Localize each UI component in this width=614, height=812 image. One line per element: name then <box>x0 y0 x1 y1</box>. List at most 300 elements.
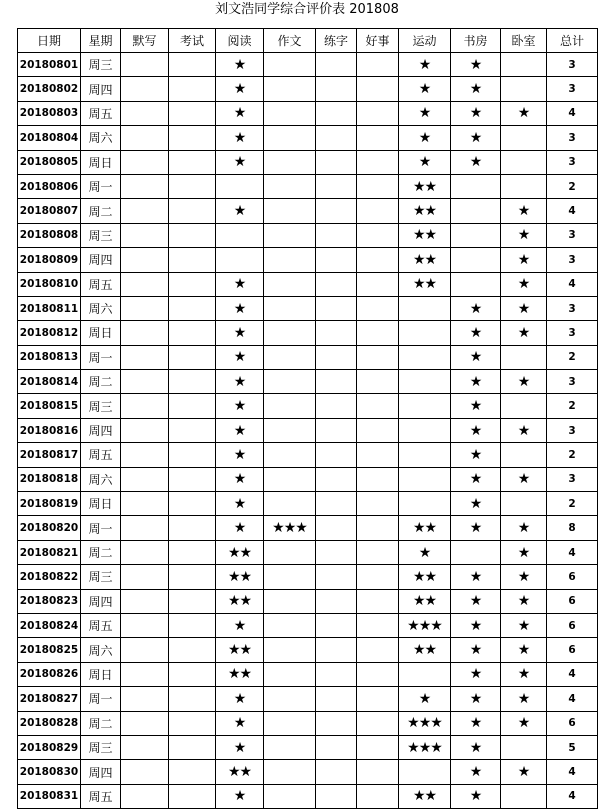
cell-bedroom: ★ <box>501 224 547 248</box>
cell-calligraphy <box>316 77 357 101</box>
cell-total: 3 <box>547 151 598 175</box>
cell-date: 20180812 <box>18 321 81 345</box>
cell-total: 3 <box>547 297 598 321</box>
cell-calligraphy <box>316 687 357 711</box>
column-header-reading: 阅读 <box>216 29 264 53</box>
cell-composition <box>264 712 316 736</box>
cell-good-deed <box>357 151 399 175</box>
cell-good-deed <box>357 541 399 565</box>
cell-bedroom <box>501 126 547 150</box>
cell-weekday: 周六 <box>81 638 121 662</box>
cell-calligraphy <box>316 468 357 492</box>
cell-calligraphy <box>316 370 357 394</box>
cell-exercise <box>399 394 451 418</box>
column-header-good-deed: 好事 <box>357 29 399 53</box>
table-row <box>18 224 598 248</box>
cell-weekday: 周二 <box>81 370 121 394</box>
cell-good-deed <box>357 77 399 101</box>
cell-study-room: ★ <box>451 297 501 321</box>
cell-good-deed <box>357 736 399 760</box>
cell-date: 20180827 <box>18 687 81 711</box>
cell-calligraphy <box>316 492 357 516</box>
cell-exam <box>169 53 216 77</box>
cell-exam <box>169 736 216 760</box>
cell-bedroom <box>501 736 547 760</box>
cell-calligraphy <box>316 712 357 736</box>
cell-dictation <box>121 785 169 809</box>
cell-date: 20180813 <box>18 346 81 370</box>
cell-good-deed <box>357 53 399 77</box>
cell-exercise: ★★ <box>399 590 451 614</box>
cell-composition <box>264 77 316 101</box>
table-row <box>18 175 598 199</box>
cell-study-room: ★ <box>451 468 501 492</box>
cell-composition <box>264 541 316 565</box>
cell-date: 20180804 <box>18 126 81 150</box>
cell-study-room: ★ <box>451 394 501 418</box>
cell-exercise: ★★ <box>399 248 451 272</box>
cell-reading: ★ <box>216 53 264 77</box>
cell-exam <box>169 321 216 345</box>
cell-exam <box>169 273 216 297</box>
cell-dictation <box>121 394 169 418</box>
cell-good-deed <box>357 516 399 540</box>
cell-total: 3 <box>547 53 598 77</box>
cell-weekday: 周四 <box>81 248 121 272</box>
cell-composition: ★★★ <box>264 516 316 540</box>
cell-exercise: ★★ <box>399 638 451 662</box>
cell-exercise <box>399 370 451 394</box>
cell-weekday: 周一 <box>81 346 121 370</box>
page-title: 刘文浩同学综合评价表 201808 <box>215 2 399 17</box>
cell-reading: ★ <box>216 346 264 370</box>
cell-calligraphy <box>316 53 357 77</box>
cell-study-room: ★ <box>451 614 501 638</box>
table-row <box>18 541 598 565</box>
table-row <box>18 199 598 223</box>
cell-date: 20180828 <box>18 712 81 736</box>
cell-weekday: 周五 <box>81 785 121 809</box>
cell-good-deed <box>357 273 399 297</box>
cell-weekday: 周一 <box>81 516 121 540</box>
cell-weekday: 周二 <box>81 199 121 223</box>
cell-total: 4 <box>547 199 598 223</box>
table-row <box>18 565 598 589</box>
cell-study-room <box>451 541 501 565</box>
table-row <box>18 151 598 175</box>
cell-study-room: ★ <box>451 77 501 101</box>
cell-reading: ★ <box>216 273 264 297</box>
cell-calligraphy <box>316 541 357 565</box>
cell-total: 2 <box>547 394 598 418</box>
cell-composition <box>264 126 316 150</box>
cell-study-room: ★ <box>451 760 501 784</box>
cell-composition <box>264 736 316 760</box>
table-row <box>18 468 598 492</box>
cell-calligraphy <box>316 516 357 540</box>
cell-exercise: ★★ <box>399 273 451 297</box>
cell-reading <box>216 248 264 272</box>
cell-good-deed <box>357 248 399 272</box>
cell-date: 20180820 <box>18 516 81 540</box>
cell-dictation <box>121 53 169 77</box>
cell-composition <box>264 248 316 272</box>
cell-bedroom <box>501 77 547 101</box>
cell-calligraphy <box>316 102 357 126</box>
cell-exercise: ★ <box>399 77 451 101</box>
cell-exam <box>169 687 216 711</box>
column-header-total: 总计 <box>547 29 598 53</box>
cell-reading: ★ <box>216 394 264 418</box>
table-row <box>18 443 598 467</box>
cell-calligraphy <box>316 224 357 248</box>
cell-bedroom <box>501 394 547 418</box>
cell-good-deed <box>357 785 399 809</box>
cell-exercise <box>399 419 451 443</box>
cell-exercise: ★ <box>399 151 451 175</box>
cell-study-room: ★ <box>451 370 501 394</box>
cell-good-deed <box>357 199 399 223</box>
cell-calligraphy <box>316 199 357 223</box>
cell-good-deed <box>357 443 399 467</box>
cell-dictation <box>121 297 169 321</box>
cell-dictation <box>121 199 169 223</box>
cell-calligraphy <box>316 785 357 809</box>
cell-exam <box>169 419 216 443</box>
cell-total: 6 <box>547 565 598 589</box>
cell-exercise: ★ <box>399 102 451 126</box>
cell-exam <box>169 151 216 175</box>
cell-composition <box>264 102 316 126</box>
column-header-bedroom: 卧室 <box>501 29 547 53</box>
column-header-study-room: 书房 <box>451 29 501 53</box>
cell-study-room: ★ <box>451 590 501 614</box>
table-row <box>18 492 598 516</box>
cell-composition <box>264 419 316 443</box>
cell-exam <box>169 346 216 370</box>
cell-reading: ★★ <box>216 565 264 589</box>
cell-date: 20180830 <box>18 760 81 784</box>
cell-bedroom <box>501 492 547 516</box>
cell-bedroom <box>501 175 547 199</box>
table-header <box>18 29 598 53</box>
cell-study-room: ★ <box>451 736 501 760</box>
cell-composition <box>264 614 316 638</box>
cell-reading: ★ <box>216 126 264 150</box>
cell-dictation <box>121 273 169 297</box>
cell-bedroom: ★ <box>501 565 547 589</box>
cell-exercise <box>399 760 451 784</box>
cell-reading <box>216 224 264 248</box>
cell-exercise <box>399 321 451 345</box>
cell-good-deed <box>357 468 399 492</box>
cell-dictation <box>121 541 169 565</box>
cell-weekday: 周二 <box>81 541 121 565</box>
cell-calligraphy <box>316 614 357 638</box>
cell-dictation <box>121 760 169 784</box>
cell-good-deed <box>357 565 399 589</box>
cell-reading: ★ <box>216 516 264 540</box>
cell-composition <box>264 273 316 297</box>
cell-bedroom: ★ <box>501 199 547 223</box>
cell-good-deed <box>357 394 399 418</box>
cell-weekday: 周三 <box>81 565 121 589</box>
cell-bedroom: ★ <box>501 419 547 443</box>
cell-composition <box>264 394 316 418</box>
cell-calligraphy <box>316 663 357 687</box>
cell-dictation <box>121 663 169 687</box>
cell-total: 6 <box>547 638 598 662</box>
cell-exam <box>169 663 216 687</box>
cell-exercise: ★★★ <box>399 736 451 760</box>
cell-date: 20180811 <box>18 297 81 321</box>
cell-total: 3 <box>547 224 598 248</box>
cell-weekday: 周四 <box>81 590 121 614</box>
cell-dictation <box>121 443 169 467</box>
cell-composition <box>264 565 316 589</box>
cell-bedroom: ★ <box>501 273 547 297</box>
cell-good-deed <box>357 102 399 126</box>
cell-bedroom <box>501 346 547 370</box>
cell-good-deed <box>357 224 399 248</box>
cell-total: 2 <box>547 175 598 199</box>
cell-composition <box>264 53 316 77</box>
cell-total: 2 <box>547 492 598 516</box>
cell-composition <box>264 785 316 809</box>
table-row <box>18 102 598 126</box>
cell-exam <box>169 516 216 540</box>
cell-reading: ★★ <box>216 590 264 614</box>
cell-good-deed <box>357 590 399 614</box>
cell-weekday: 周日 <box>81 151 121 175</box>
cell-weekday: 周四 <box>81 760 121 784</box>
cell-exercise: ★★ <box>399 175 451 199</box>
cell-composition <box>264 492 316 516</box>
cell-date: 20180803 <box>18 102 81 126</box>
cell-good-deed <box>357 419 399 443</box>
cell-bedroom: ★ <box>501 638 547 662</box>
cell-exercise: ★★★ <box>399 614 451 638</box>
table-row <box>18 77 598 101</box>
cell-total: 6 <box>547 590 598 614</box>
cell-study-room: ★ <box>451 346 501 370</box>
cell-good-deed <box>357 614 399 638</box>
cell-total: 5 <box>547 736 598 760</box>
cell-bedroom: ★ <box>501 468 547 492</box>
cell-exercise: ★★ <box>399 565 451 589</box>
cell-exam <box>169 565 216 589</box>
cell-exercise: ★ <box>399 53 451 77</box>
cell-dictation <box>121 590 169 614</box>
cell-good-deed <box>357 712 399 736</box>
cell-reading: ★★ <box>216 760 264 784</box>
cell-reading: ★ <box>216 712 264 736</box>
cell-calligraphy <box>316 736 357 760</box>
cell-dictation <box>121 687 169 711</box>
cell-weekday: 周五 <box>81 443 121 467</box>
cell-total: 4 <box>547 273 598 297</box>
cell-bedroom: ★ <box>501 102 547 126</box>
cell-exam <box>169 468 216 492</box>
table-row <box>18 53 598 77</box>
cell-exam <box>169 394 216 418</box>
cell-bedroom: ★ <box>501 370 547 394</box>
cell-reading: ★★ <box>216 663 264 687</box>
cell-composition <box>264 175 316 199</box>
cell-dictation <box>121 614 169 638</box>
cell-total: 3 <box>547 419 598 443</box>
cell-composition <box>264 297 316 321</box>
cell-dictation <box>121 151 169 175</box>
cell-exam <box>169 175 216 199</box>
cell-exam <box>169 248 216 272</box>
cell-date: 20180801 <box>18 53 81 77</box>
cell-date: 20180806 <box>18 175 81 199</box>
cell-good-deed <box>357 346 399 370</box>
cell-calligraphy <box>316 248 357 272</box>
cell-date: 20180809 <box>18 248 81 272</box>
table-row <box>18 297 598 321</box>
cell-good-deed <box>357 297 399 321</box>
cell-reading: ★ <box>216 102 264 126</box>
cell-exam <box>169 224 216 248</box>
cell-dictation <box>121 419 169 443</box>
cell-dictation <box>121 102 169 126</box>
column-header-weekday: 星期 <box>81 29 121 53</box>
cell-total: 2 <box>547 346 598 370</box>
cell-total: 4 <box>547 785 598 809</box>
cell-calligraphy <box>316 151 357 175</box>
cell-weekday: 周六 <box>81 297 121 321</box>
cell-calligraphy <box>316 443 357 467</box>
cell-study-room: ★ <box>451 785 501 809</box>
cell-reading: ★ <box>216 321 264 345</box>
cell-dictation <box>121 321 169 345</box>
cell-exercise: ★★★ <box>399 712 451 736</box>
cell-date: 20180831 <box>18 785 81 809</box>
cell-calligraphy <box>316 346 357 370</box>
cell-composition <box>264 468 316 492</box>
cell-exercise: ★★ <box>399 224 451 248</box>
cell-exercise <box>399 663 451 687</box>
cell-study-room <box>451 175 501 199</box>
cell-composition <box>264 151 316 175</box>
column-header-composition: 作文 <box>264 29 316 53</box>
cell-composition <box>264 370 316 394</box>
cell-bedroom: ★ <box>501 712 547 736</box>
cell-study-room: ★ <box>451 126 501 150</box>
cell-dictation <box>121 736 169 760</box>
cell-total: 4 <box>547 663 598 687</box>
cell-weekday: 周日 <box>81 492 121 516</box>
cell-dictation <box>121 346 169 370</box>
cell-bedroom: ★ <box>501 687 547 711</box>
cell-dictation <box>121 516 169 540</box>
cell-study-room: ★ <box>451 151 501 175</box>
cell-calligraphy <box>316 126 357 150</box>
column-header-exercise: 运动 <box>399 29 451 53</box>
cell-dictation <box>121 248 169 272</box>
cell-date: 20180826 <box>18 663 81 687</box>
column-header-date: 日期 <box>18 29 81 53</box>
cell-bedroom: ★ <box>501 760 547 784</box>
cell-calligraphy <box>316 565 357 589</box>
cell-dictation <box>121 175 169 199</box>
cell-calligraphy <box>316 394 357 418</box>
cell-reading: ★ <box>216 614 264 638</box>
cell-composition <box>264 590 316 614</box>
cell-bedroom: ★ <box>501 663 547 687</box>
column-header-exam: 考试 <box>169 29 216 53</box>
cell-good-deed <box>357 638 399 662</box>
cell-weekday: 周六 <box>81 468 121 492</box>
cell-bedroom <box>501 785 547 809</box>
table-row <box>18 614 598 638</box>
cell-exam <box>169 614 216 638</box>
cell-study-room <box>451 224 501 248</box>
cell-study-room: ★ <box>451 565 501 589</box>
cell-total: 4 <box>547 687 598 711</box>
cell-reading: ★★ <box>216 638 264 662</box>
cell-reading <box>216 175 264 199</box>
cell-total: 4 <box>547 102 598 126</box>
cell-dictation <box>121 370 169 394</box>
cell-study-room: ★ <box>451 663 501 687</box>
evaluation-table <box>17 28 598 809</box>
cell-dictation <box>121 468 169 492</box>
cell-study-room: ★ <box>451 687 501 711</box>
cell-exercise <box>399 297 451 321</box>
cell-reading: ★ <box>216 785 264 809</box>
cell-calligraphy <box>316 321 357 345</box>
table-row <box>18 321 598 345</box>
cell-bedroom <box>501 443 547 467</box>
table-row <box>18 394 598 418</box>
cell-calligraphy <box>316 419 357 443</box>
cell-exercise <box>399 443 451 467</box>
cell-date: 20180802 <box>18 77 81 101</box>
cell-composition <box>264 638 316 662</box>
cell-study-room: ★ <box>451 492 501 516</box>
cell-exercise <box>399 492 451 516</box>
cell-date: 20180808 <box>18 224 81 248</box>
cell-bedroom <box>501 151 547 175</box>
cell-calligraphy <box>316 175 357 199</box>
cell-good-deed <box>357 663 399 687</box>
cell-exam <box>169 102 216 126</box>
cell-exam <box>169 590 216 614</box>
cell-dictation <box>121 638 169 662</box>
cell-exam <box>169 492 216 516</box>
cell-date: 20180805 <box>18 151 81 175</box>
cell-good-deed <box>357 126 399 150</box>
cell-total: 6 <box>547 614 598 638</box>
cell-total: 3 <box>547 248 598 272</box>
cell-weekday: 周日 <box>81 663 121 687</box>
table-row <box>18 712 598 736</box>
cell-weekday: 周五 <box>81 273 121 297</box>
cell-exam <box>169 126 216 150</box>
cell-weekday: 周二 <box>81 712 121 736</box>
cell-study-room: ★ <box>451 419 501 443</box>
cell-reading: ★ <box>216 77 264 101</box>
cell-weekday: 周日 <box>81 321 121 345</box>
cell-reading: ★ <box>216 419 264 443</box>
column-header-calligraphy: 练字 <box>316 29 357 53</box>
cell-exercise <box>399 468 451 492</box>
cell-exam <box>169 77 216 101</box>
cell-total: 3 <box>547 77 598 101</box>
